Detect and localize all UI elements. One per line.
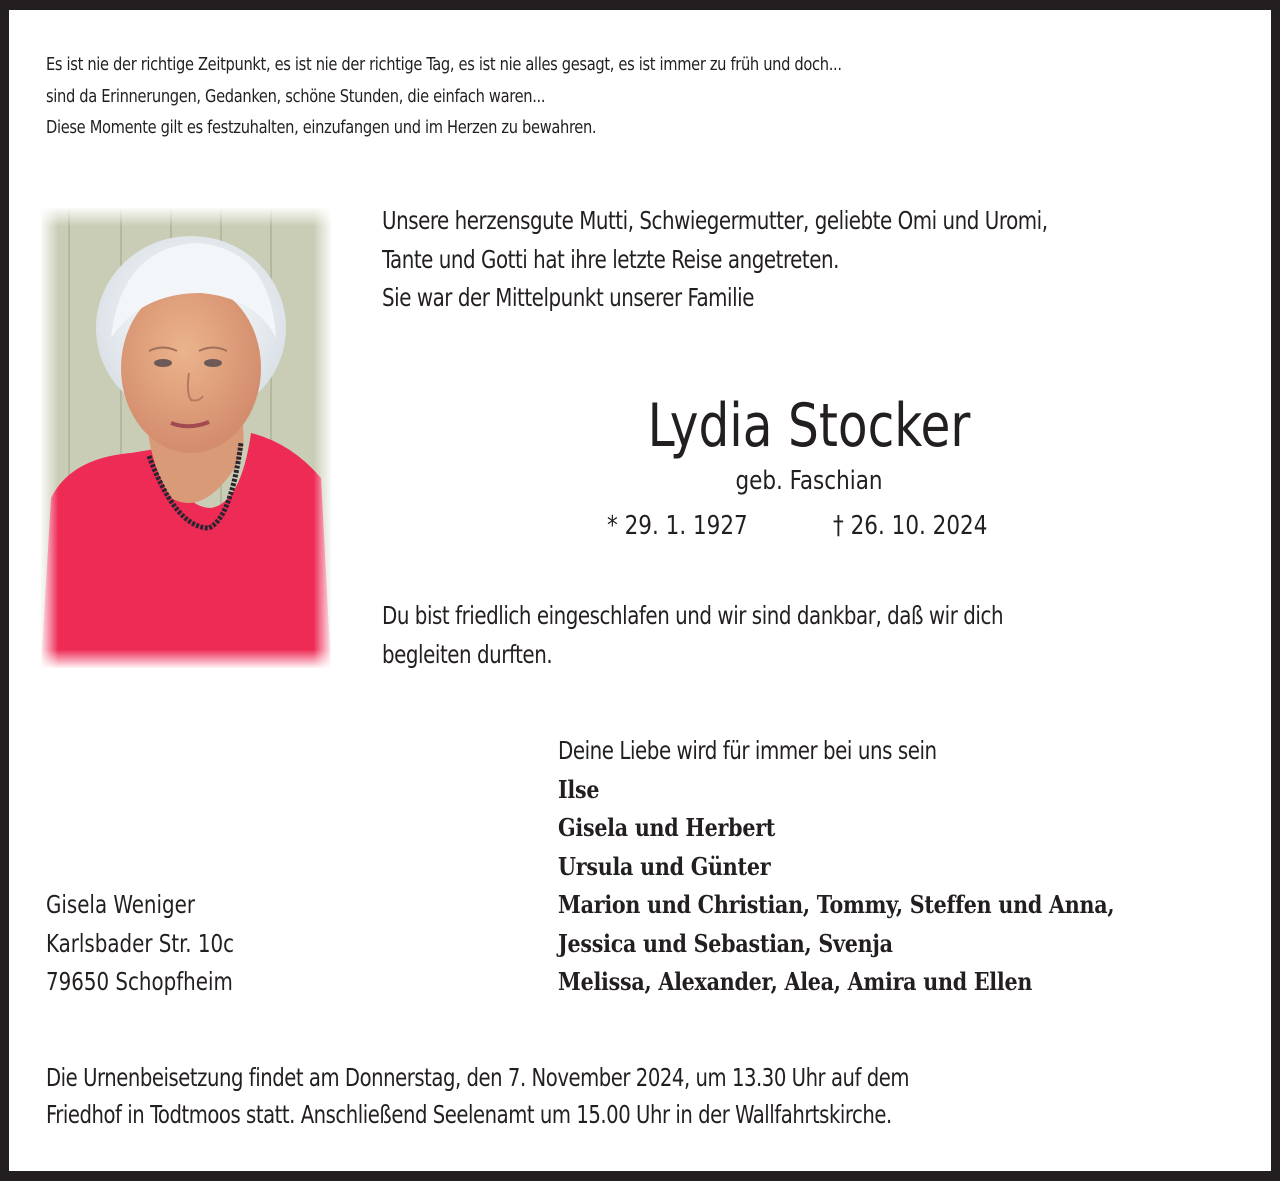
closing-line: Du bist friedlich eingeschlafen und wir sind dankbar, daß wir dich xyxy=(382,601,1004,630)
service-info xyxy=(46,1059,909,1133)
lead-line: Unsere herzensgute Mutti, Schwiegermutter, geliebte Omi und Uromi, xyxy=(382,206,1048,235)
address-line: 79650 Schopfheim xyxy=(46,967,233,996)
service-line: Friedhof in Todtmoos statt. Anschließend Seelenamt um 15.00 Uhr in der Wallfahrtskirche. xyxy=(46,1100,892,1129)
family-member: Marion und Christian, Tommy, Steffen und Anna, xyxy=(558,890,1115,919)
intro-line: Diese Momente gilt es festzuhalten, einzufangen und im Herzen zu bewahren. xyxy=(46,118,597,138)
address-line: Karlsbader Str. 10c xyxy=(46,928,235,958)
obituary-notice xyxy=(9,10,1271,1171)
contact-address xyxy=(46,886,234,1002)
family-motto: Deine Liebe wird für immer bei uns sein xyxy=(558,736,937,765)
closing-text xyxy=(382,596,1003,674)
family-member: Melissa, Alexander, Alea, Amira und Ellen xyxy=(558,967,1033,996)
intro-verse xyxy=(46,50,842,145)
family-member: Ilse xyxy=(558,774,600,804)
portrait-photo xyxy=(41,208,331,668)
life-dates xyxy=(9,508,1271,544)
deceased-name: Lydia Stocker xyxy=(647,391,971,461)
death-date: † 26. 10. 2024 xyxy=(833,511,988,541)
intro-line: sind da Erinnerungen, Gedanken, schöne Stunden, die einfach waren... xyxy=(46,86,546,107)
portrait-icon xyxy=(41,208,331,668)
family-member: Ursula und Günter xyxy=(558,851,771,881)
family-signatures xyxy=(558,732,1205,1002)
intro-line: Es ist nie der richtige Zeitpunkt, es ist nie der richtige Tag, es ist nie alles gesagt, es ist immer zu früh und doch... xyxy=(46,55,842,75)
service-line: Die Urnenbeisetzung findet am Donnerstag, den 7. November 2024, um 13.30 Uhr auf dem xyxy=(46,1063,910,1092)
family-member: Gisela und Herbert xyxy=(558,813,776,842)
family-member: Jessica und Sebastian, Svenja xyxy=(558,928,893,958)
closing-line: begleiten durften. xyxy=(382,640,553,669)
lead-line: Tante und Gotti hat ihre letzte Reise angetreten. xyxy=(382,244,839,274)
lead-text xyxy=(382,202,1048,318)
birth-date: * 29. 1. 1927 xyxy=(607,511,748,541)
birth-name: geb. Faschian xyxy=(735,466,883,496)
lead-line: Sie war der Mittelpunkt unserer Familie xyxy=(382,283,755,312)
address-line: Gisela Weniger xyxy=(46,890,195,919)
